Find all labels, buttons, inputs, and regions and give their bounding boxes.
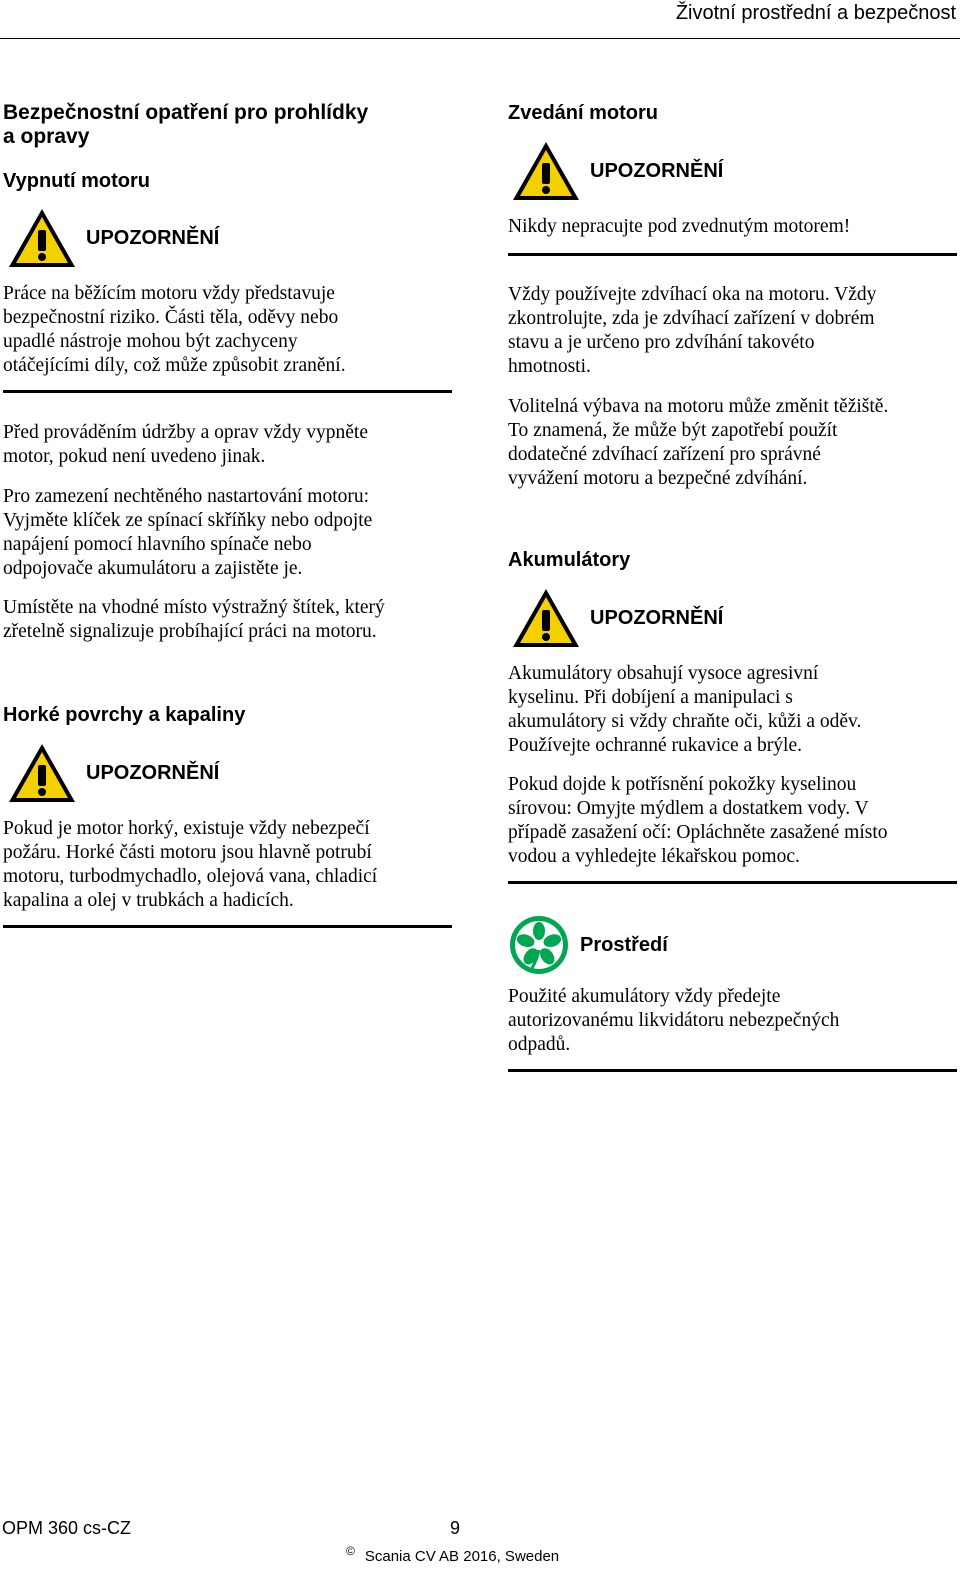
warning-text-4: Akumulátory obsahují vysoce agresivní kyselinu. Při dobíjení a manipulaci s akumulátory si vždy chraňte oči, kůži a oděv. Používejte ochranné rukavice a brýle. — [508, 663, 862, 756]
warning-triangle-icon — [510, 139, 582, 203]
warning-label: UPOZORNĚNÍ — [86, 761, 220, 784]
paragraph-center-of-gravity: Volitelná výbava na motoru může změnit těžiště. To znamená, že může být zapotřebí použít dodatečné zdvíhací zařízení pro správné vyvážení motoru a bezpečné zdvíhání. — [508, 396, 889, 489]
warning-label: UPOZORNĚNÍ — [590, 159, 724, 182]
warning-triangle-icon — [6, 206, 78, 270]
warning-end-rule — [3, 925, 452, 928]
main-heading — [3, 101, 453, 149]
warning-triangle-icon — [510, 586, 582, 650]
engine-shutdown-heading: Vypnutí motoru — [3, 170, 151, 192]
warning-label: UPOZORNĚNÍ — [86, 226, 220, 249]
environment-block — [508, 914, 668, 976]
warning-block-2 — [6, 741, 219, 805]
environment-label: Prostředí — [580, 933, 668, 956]
batteries-heading: Akumulátory — [508, 549, 631, 571]
environment-text: Použité akumulátory vždy předejte autorizovanému likvidátoru nebezpečných odpadů. — [508, 986, 840, 1055]
paragraph-acid-contact: Pokud dojde k potřísnění pokožky kyselinou sírovou: Omyjte mýdlem a dostatkem vody. V případě zasažení očí: Opláchněte zasažené místo vodou a vyhledejte lékařskou pomoc. — [508, 774, 888, 867]
copyright-symbol: © — [346, 1544, 355, 1558]
warning-text-1: Práce na běžícím motoru vždy představuje bezpečnostní riziko. Části těla, oděvy nebo upadlé nástroje mohou být zachyceny otáčejícími díly, což může způsobit zranění. — [3, 283, 346, 376]
warning-label: UPOZORNĚNÍ — [590, 606, 724, 629]
copyright-text: Scania CV AB 2016, Sweden — [364, 1548, 560, 1566]
engine-lifting-heading: Zvedání motoru — [508, 102, 659, 124]
paragraph-lifting-eyes: Vždy používejte zdvíhací oka na motoru. Vždy zkontrolujte, zda je zdvíhací zařízení v dobrém stavu a je určeno pro zdvíhání takovéto hmotnosti. — [508, 284, 877, 377]
warning-end-rule — [508, 881, 957, 884]
copyright-line — [346, 1544, 559, 1566]
warning-block-4 — [510, 586, 723, 650]
page-number: 9 — [450, 1518, 461, 1538]
main-heading-line2: a opravy — [3, 125, 90, 148]
environment-flower-icon — [508, 914, 570, 976]
header-rule — [0, 38, 960, 39]
warning-block-1 — [6, 206, 219, 270]
document-id: OPM 360 cs-CZ — [2, 1518, 132, 1538]
paragraph-prevent-start: Pro zamezení nechtěného nastartování motoru: Vyjměte klíček ze spínací skříňky nebo odpojte napájení pomocí hlavního spínače nebo odpojovače akumulátoru a zajistěte je. — [3, 486, 373, 579]
warning-text-3: Nikdy nepracujte pod zvednutým motorem! — [508, 216, 851, 237]
running-header: Životní prostřední a bezpečnost — [675, 2, 956, 24]
warning-triangle-icon — [6, 741, 78, 805]
warning-block-3 — [510, 139, 723, 203]
main-heading-line1: Bezpečnostní opatření pro prohlídky — [3, 101, 369, 124]
paragraph-warning-sign: Umístěte na vhodné místo výstražný štítek, který zřetelně signalizuje probíhající práci na motoru. — [3, 597, 385, 642]
paragraph-shutdown: Před prováděním údržby a oprav vždy vypněte motor, pokud není uvedeno jinak. — [3, 422, 368, 467]
warning-end-rule — [508, 253, 957, 256]
warning-text-2: Pokud je motor horký, existuje vždy nebezpečí požáru. Horké části motoru jsou hlavně potrubí motoru, turbodmychadlo, olejová vana, chladicí kapalina a olej v trubkách a hadicích. — [3, 818, 378, 911]
hot-surfaces-heading: Horké povrchy a kapaliny — [3, 704, 246, 726]
warning-end-rule — [3, 390, 452, 393]
environment-end-rule — [508, 1069, 957, 1072]
